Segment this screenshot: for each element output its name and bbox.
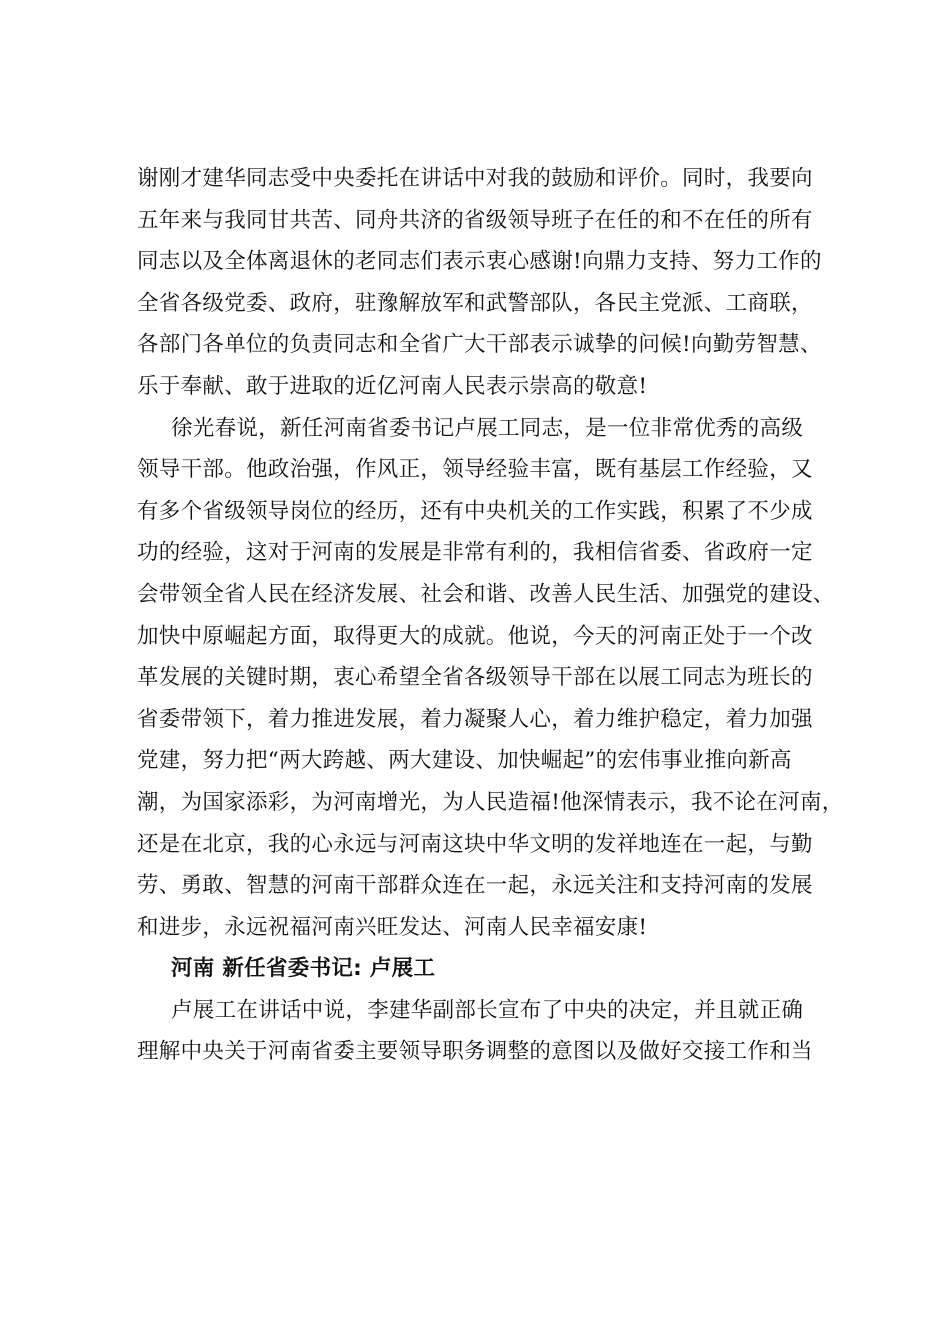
paragraph-line: 功的经验，这对于河南的发展是非常有利的，我相信省委、省政府一定 (137, 540, 813, 566)
paragraph-line: 有多个省级领导岗位的经历，还有中央机关的工作实践，积累了不少成 (137, 498, 813, 524)
document-body (137, 158, 844, 1073)
paragraph-line: 卢展工在讲话中说，李建华副部长宣布了中央的决定，并且就正确 (171, 997, 804, 1023)
paragraph (137, 158, 837, 408)
paragraph-line: 加快中原崛起方面，取得更大的成就。他说，今天的河南正处于一个改 (137, 623, 813, 649)
section-heading (137, 948, 837, 990)
paragraph-line: 领导干部。他政治强，作风正，领导经验丰富，既有基层工作经验，又 (137, 457, 813, 483)
paragraph-line: 谢刚才建华同志受中央委托在讲话中对我的鼓励和评价。同时，我要向 (137, 166, 813, 191)
paragraph-line: 革发展的关键时期，衷心希望全省各级领导干部在以展工同志为班长的 (137, 665, 813, 691)
paragraph-line: 省委带领下，着力推进发展，着力凝聚人心，着力维护稳定，着力加强 (137, 706, 813, 732)
paragraph-line: 还是在北京，我的心永远与河南这块中华文明的发祥地连在一起，与勤 (137, 831, 813, 857)
paragraph-line: 会带领全省人民在经济发展、社会和谐、改善人民生活、加强党的建设、 (137, 581, 835, 607)
heading-text: 河南 新任省委书记: 卢展工 (171, 956, 436, 982)
paragraph-line: 劳、勇敢、智慧的河南干部群众连在一起，永远关注和支持河南的发展 (137, 873, 813, 899)
paragraph-line: 徐光春说，新任河南省委书记卢展工同志，是一位非常优秀的高级 (171, 415, 804, 441)
paragraph-line: 乐于奉献、敢于进取的近亿河南人民表示崇高的敬意! (137, 373, 648, 399)
paragraph (137, 990, 837, 1073)
paragraph-line: 同志以及全体离退休的老同志们表示衷心感谢!向鼎力支持、努力工作的 (137, 249, 822, 275)
paragraph-line: 五年来与我同甘共苦、同舟共济的省级领导班子在任的和不在任的所有 (137, 207, 813, 233)
paragraph-line: 潮，为国家添彩，为河南增光，为人民造福!他深情表示，我不论在河南， (137, 789, 844, 815)
paragraph-line: 党建，努力把“两大跨越、两大建设、加快崛起”的宏伟事业推向新高 (137, 748, 792, 774)
paragraph-line: 理解中央关于河南省委主要领导职务调整的意图以及做好交接工作和当 (137, 1039, 813, 1065)
paragraph-line: 各部门各单位的负责同志和全省广大干部表示诚挚的问候!向勤劳智慧、 (137, 332, 822, 358)
paragraph (137, 408, 844, 949)
paragraph-line: 全省各级党委、政府，驻豫解放军和武警部队，各民主党派、工商联， (137, 290, 813, 316)
paragraph-line: 和进步，永远祝福河南兴旺发达、河南人民幸福安康! (137, 914, 648, 940)
